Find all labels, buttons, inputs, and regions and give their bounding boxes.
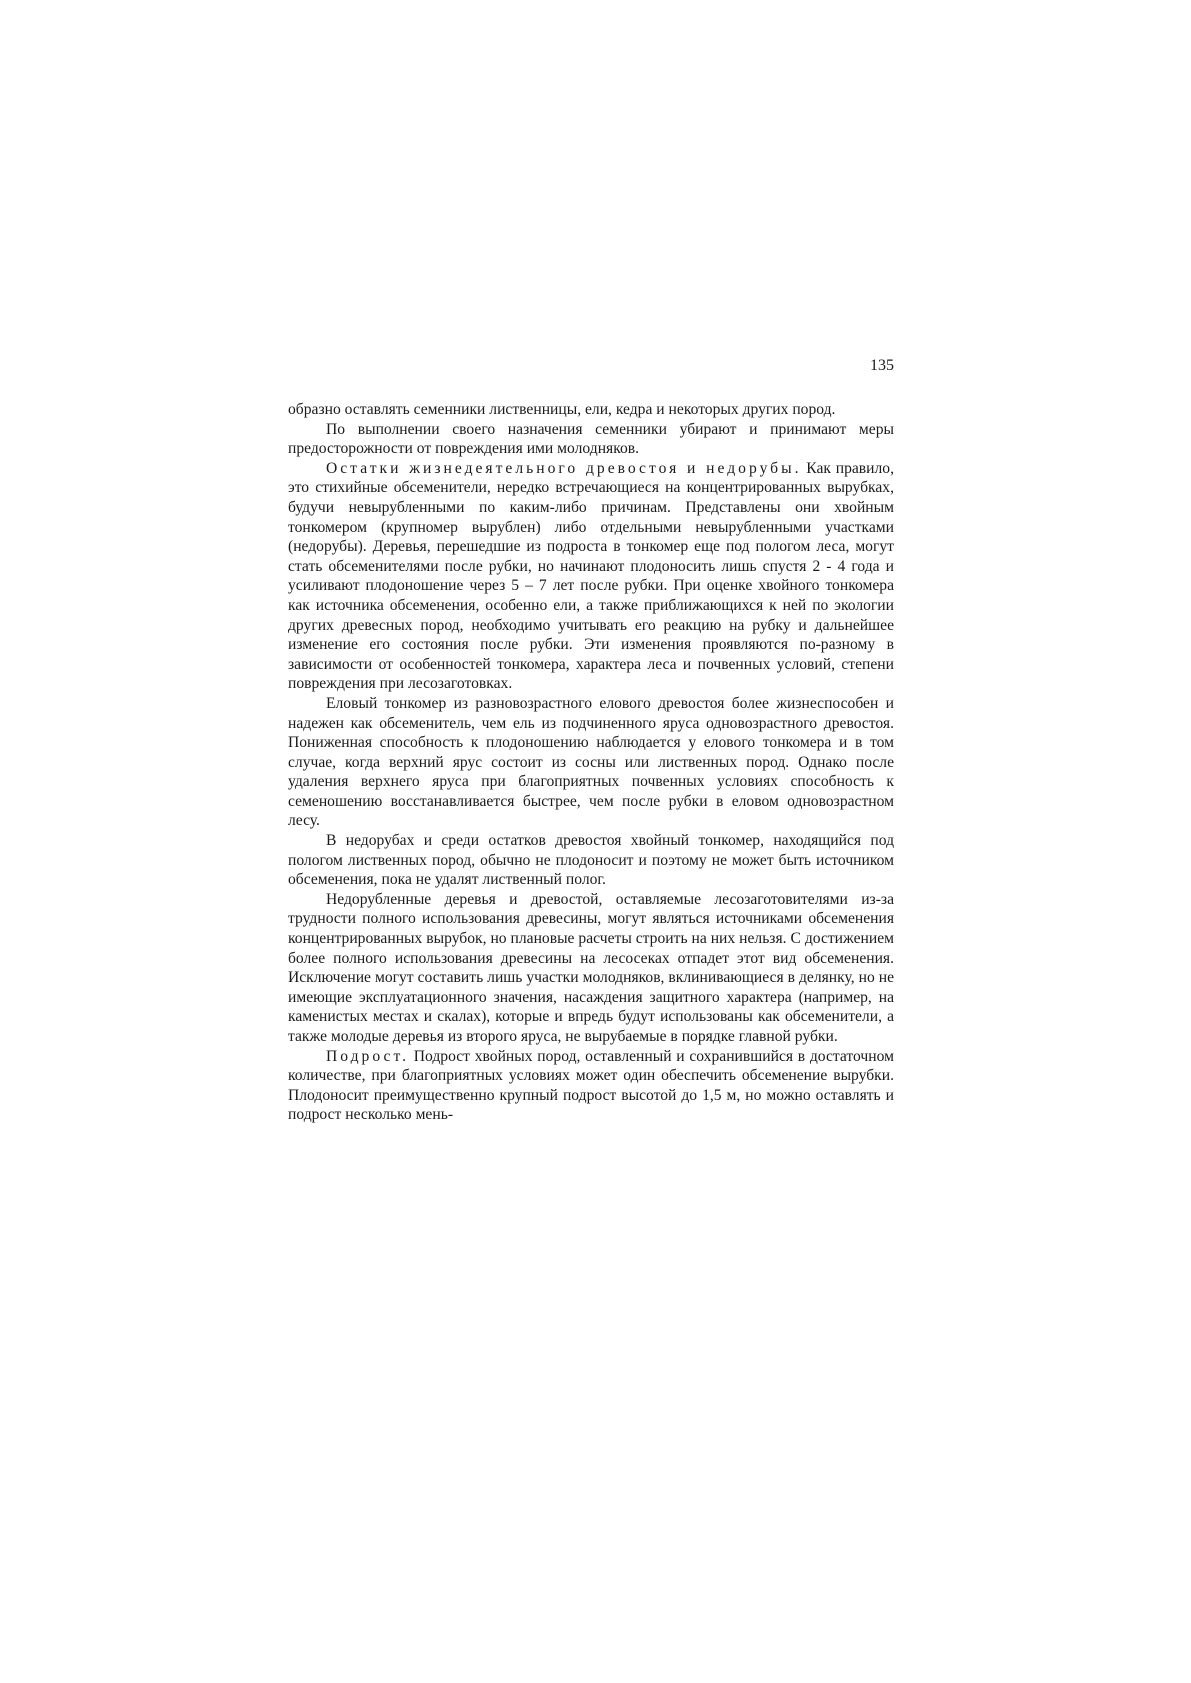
paragraph-4-text: Еловый тонкомер из разновозрастного елового древостоя более жизнеспособен и надежен как обсеменитель, чем ель из подчиненного яруса одновозрастного древостоя. Пониженная способность к плодоношению наблюдается у елового тонкомера и в том случае, когда верхний ярус состоит из сосны или лиственных пород. Однако после удаления верхнего яруса при благоприятных почвенных условиях способность к семеношению восстанавливается быстрее, чем после рубки в еловом одновозрастном лесу. bbox=[288, 694, 894, 830]
paragraph-3 bbox=[288, 459, 894, 694]
paragraph-6 bbox=[288, 890, 894, 1047]
page-number: 135 bbox=[870, 357, 894, 374]
paragraph-1 bbox=[288, 400, 894, 420]
paragraph-2 bbox=[288, 420, 894, 459]
paragraph-4 bbox=[288, 694, 894, 831]
paragraph-6-text: Недорубленные деревья и древостой, оставляемые лесозаготовителями из-за трудности полного использования древесины, могут являться источниками обсеменения концентрированных вырубок, но плановые расчеты строить на них нельзя. С достижением более полного использования древесины на лесосеках отпадет этот вид обсеменения. Исключение могут составить лишь участки молодняков, вклинивающиеся в делянку, но не имеющие эксплуатационного значения, насаждения защитного характера (например, на каменистых местах и скалах), которые и впредь будут использованы как обсеменители, а также молодые деревья из второго яруса, не вырубаемые в порядке главной рубки. bbox=[288, 890, 894, 1045]
paragraph-5-text: В недорубах и среди остатков древостоя хвойный тонкомер, находящийся под пологом лиственных пород, обычно не плодоносит и поэтому не может быть источником обсеменения, пока не удалят лиственный полог. bbox=[288, 832, 894, 889]
paragraph-2-text: По выполнении своего назначения семенники убирают и принимают меры предосторожности от повреждения ими молодняков. bbox=[288, 420, 894, 458]
section-heading-remnants: Остатки жизнедеятельного древостоя и недорубы. bbox=[326, 459, 802, 477]
section-heading-undergrowth: Подрост. bbox=[326, 1047, 409, 1065]
paragraph-7 bbox=[288, 1047, 894, 1125]
body-text bbox=[288, 400, 894, 1125]
paragraph-7-text: Подрост хвойных пород, оставленный и сохранившийся в достаточном количестве, при благоприятных условиях может один обеспечить обсеменение вырубки. Плодоносит преимущественно крупный подрост высотой до 1,5 м, но можно оставлять и подрост несколько мень- bbox=[288, 1047, 894, 1124]
paragraph-5 bbox=[288, 831, 894, 890]
paragraph-1-text: образно оставлять семенники лиственницы, ели, кедра и некоторых других пород. bbox=[288, 401, 836, 418]
paragraph-3-text: Как правило, это стихийные обсеменители, нередко встречающиеся на концентрированных вырубках, будучи невырубленными по каким-либо причинам. Представлены они хвойным тонкомером (крупномер вырублен) либо отдельными невырубленными участками (недорубы). Деревья, перешедшие из подроста в тонкомер еще под пологом леса, могут стать обсеменителями после рубки, но начинают плодоносить лишь спустя 2 - 4 года и усиливают плодоношение через 5 – 7 лет после рубки. При оценке хвойного тонкомера как источника обсеменения, особенно ели, а также приближающихся к ней по экологии других древесных пород, необходимо учитывать его реакцию на рубку и дальнейшее изменение его состояния после рубки. Эти изменения проявляются по-разному в зависимости от особенностей тонкомера, характера леса и почвенных условий, степени повреждения при лесозаготовках. bbox=[288, 459, 894, 693]
